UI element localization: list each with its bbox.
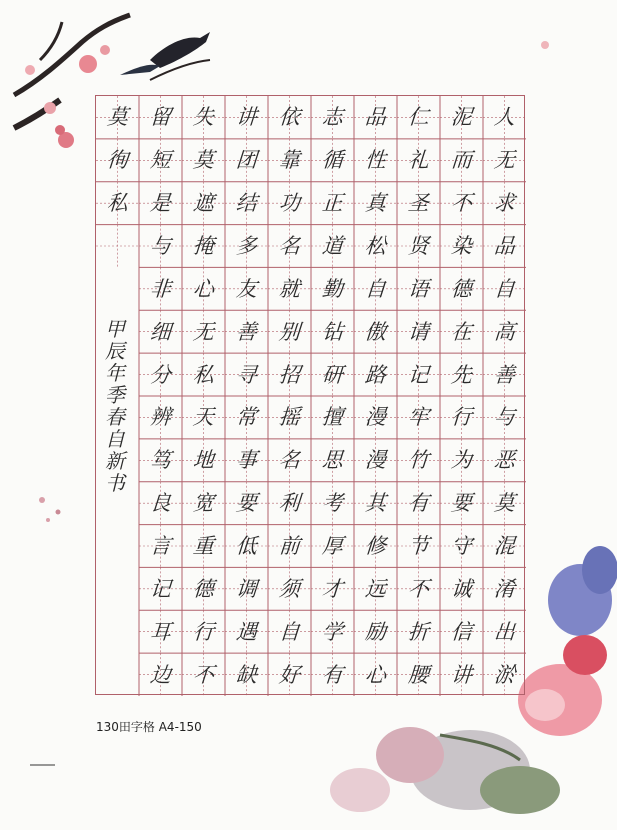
grid-character: 德 [450,276,473,301]
grid-character: 多 [235,234,258,258]
grid-character: 漫 [364,448,387,473]
signature-char: 年 [105,361,125,385]
grid-character: 靠 [278,148,301,173]
signature-char: 甲 [105,317,125,341]
grid-character: 泥 [450,105,473,130]
grid-character: 真 [364,191,387,216]
grid-character: 徇 [106,148,129,173]
grid-character: 出 [493,619,516,644]
grid-character: 记 [149,576,172,601]
grid-character: 耳 [149,619,172,644]
grid-character: 常 [235,405,258,430]
signature-char: 新 [105,449,125,473]
grid-character: 边 [149,662,172,687]
grid-character: 低 [235,534,258,558]
grid-character: 辨 [149,405,172,430]
grid-character: 名 [278,448,301,473]
grid-character: 莫 [106,105,129,130]
grid-character: 讲 [235,105,258,130]
grid-character: 淤 [493,662,516,687]
grid-character: 节 [407,534,430,558]
grid-character: 仁 [407,105,430,130]
grid-character: 有 [407,491,430,516]
grid-character: 别 [278,319,301,344]
grid-character: 行 [192,619,215,644]
grid-character: 私 [106,191,129,216]
signature-char: 辰 [105,339,125,363]
grid-character: 自 [364,276,387,301]
grid-character: 友 [235,276,258,301]
grid-character: 掩 [192,234,215,258]
grid-character: 信 [450,619,473,644]
grid-character: 就 [278,276,301,301]
grid-character: 语 [407,276,430,301]
grid-character: 非 [149,276,172,301]
grid-character: 在 [450,319,473,344]
grid-character: 有 [321,662,344,687]
grid-character: 不 [192,662,215,687]
grid-character: 莫 [192,148,215,173]
signature-char: 书 [105,471,125,495]
grid-character: 前 [278,534,301,558]
grid-character: 厚 [321,534,344,558]
grid-character: 品 [364,105,387,130]
grid-character: 无 [192,319,215,344]
grid-character: 性 [364,148,387,173]
grid-character: 远 [364,576,387,601]
grid-character: 言 [149,534,172,558]
grid-character: 松 [364,234,387,258]
grid-character: 招 [278,362,301,387]
grid-character: 与 [149,234,172,258]
grid-character: 正 [321,191,344,216]
grid-character: 贤 [407,234,430,258]
grid-character: 名 [278,234,301,258]
falling-petals-art [30,497,61,765]
grid-character: 无 [493,148,516,173]
grid-character: 而 [450,148,473,173]
grid-character: 考 [321,491,344,516]
grid-character: 混 [493,534,516,558]
grid-character: 记 [407,362,430,387]
grid-lines [96,96,526,696]
grid-character: 调 [235,576,258,601]
grid-character: 品 [493,234,516,258]
grid-character: 诚 [450,576,473,601]
grid-character: 漫 [364,405,387,430]
grid-character: 留 [149,105,172,130]
grid-character: 折 [407,619,430,644]
grid-character: 请 [407,319,430,344]
grid-character: 善 [493,362,516,387]
magpie-bird-art [120,32,210,75]
grid-character: 循 [321,148,344,173]
grid-character: 为 [450,448,473,473]
grid-character: 摇 [278,405,301,430]
grid-character: 修 [364,534,387,558]
grid-character: 道 [321,234,344,258]
grid-character: 利 [278,491,301,516]
practice-grid [95,95,525,695]
grid-character: 腰 [407,662,430,687]
grid-character: 寻 [235,362,258,387]
grid-character: 分 [149,362,172,387]
grid-character: 笃 [149,448,172,473]
signature-char: 春 [105,405,125,429]
grid-character: 讲 [450,662,473,687]
grid-character: 地 [192,448,215,473]
grid-character: 依 [278,105,301,130]
grid-character: 研 [321,362,344,387]
grid-character: 天 [192,405,215,430]
grid-character: 短 [149,148,172,173]
grid-character: 不 [450,191,473,216]
grid-character: 钻 [321,319,344,344]
signature-vertical [100,318,130,494]
grid-character: 心 [192,276,215,301]
grid-character: 淆 [493,576,516,601]
grid-character: 不 [407,576,430,601]
grid-character: 才 [321,576,344,601]
grid-character: 傲 [364,319,387,344]
grid-character: 擅 [321,405,344,430]
grid-character: 与 [493,405,516,430]
grid-character: 事 [235,448,258,473]
grid-character: 学 [321,619,344,644]
signature-char: 季 [105,383,125,407]
grid-character: 志 [321,105,344,130]
grid-character: 良 [149,491,172,516]
grid-character: 功 [278,191,301,216]
grid-character: 莫 [493,491,516,516]
grid-character: 须 [278,576,301,601]
grid-character: 守 [450,534,473,558]
grid-character: 人 [493,105,516,130]
grid-character: 求 [493,191,516,216]
grid-character: 好 [278,662,301,687]
grid-character: 路 [364,362,387,387]
grid-character: 失 [192,105,215,130]
grid-character: 竹 [407,448,430,473]
grid-character: 宽 [192,491,215,516]
grid-character: 细 [149,319,172,344]
grid-character: 重 [192,534,215,558]
grid-character: 圣 [407,191,430,216]
grid-character: 心 [364,662,387,687]
grid-character: 自 [278,619,301,644]
grid-character: 自 [493,276,516,301]
grid-character: 私 [192,362,215,387]
grid-character: 染 [450,234,473,258]
grid-character: 要 [450,491,473,516]
grid-character: 缺 [235,662,258,687]
grid-character: 结 [235,191,258,216]
grid-character: 遮 [192,191,215,216]
grid-character: 是 [149,191,172,216]
grid-character: 恶 [493,448,516,473]
grid-character: 勤 [321,276,344,301]
paper-spec-label: 130田字格 A4-150 [96,720,202,734]
grid-character: 礼 [407,148,430,173]
grid-character: 要 [235,491,258,516]
grid-character: 思 [321,448,344,473]
grid-character: 善 [235,319,258,344]
grid-character: 团 [235,148,258,173]
grid-character: 其 [364,491,387,516]
grid-character: 德 [192,576,215,601]
signature-char: 自 [105,427,125,451]
grid-character: 遇 [235,619,258,644]
grid-character: 励 [364,619,387,644]
grid-character: 高 [493,319,516,344]
grid-character: 先 [450,362,473,387]
grid-character: 牢 [407,405,430,430]
grid-character: 行 [450,405,473,430]
